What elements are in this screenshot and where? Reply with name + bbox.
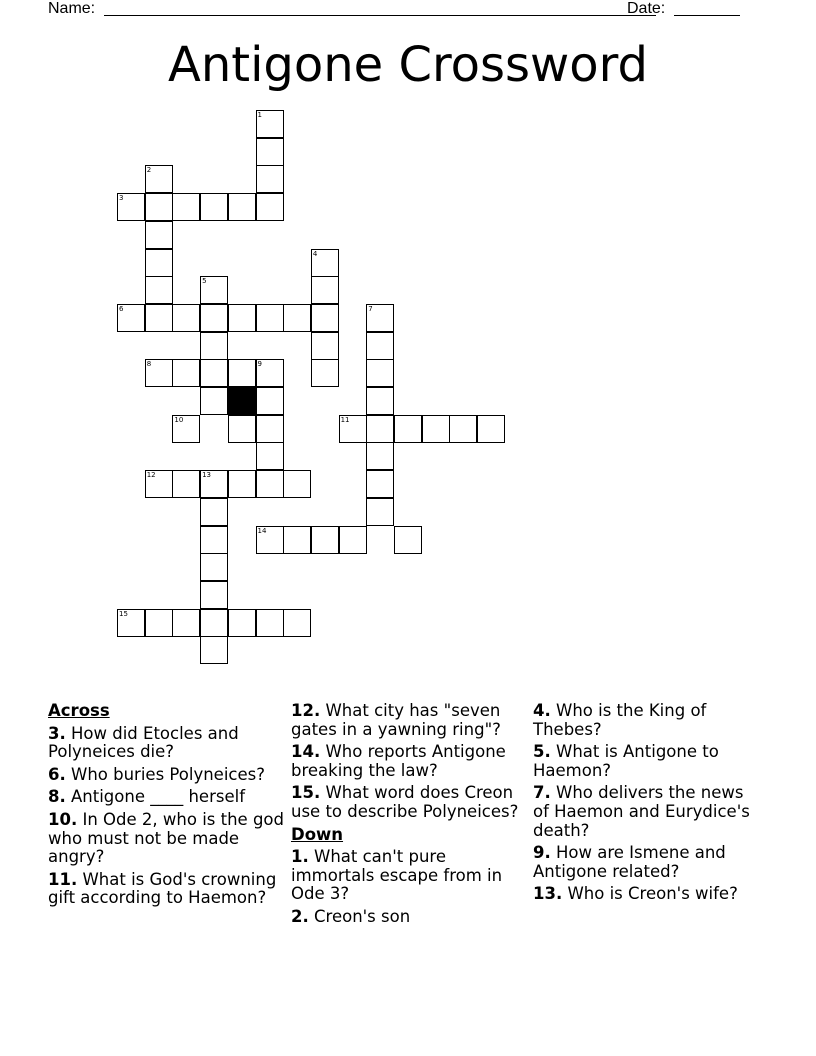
grid-cell[interactable] bbox=[339, 526, 367, 554]
grid-cell[interactable] bbox=[256, 359, 284, 387]
grid-cell[interactable] bbox=[283, 470, 311, 498]
grid-cell[interactable] bbox=[256, 415, 284, 443]
clue-across-10: 10. In Ode 2, who is the god who must not be made angry? bbox=[48, 809, 284, 867]
clue-column-1 bbox=[48, 702, 286, 912]
grid-cell[interactable] bbox=[256, 304, 284, 332]
grid-cell[interactable] bbox=[311, 526, 339, 554]
grid-cell[interactable] bbox=[200, 581, 228, 609]
grid-cell[interactable] bbox=[172, 193, 200, 221]
grid-cell[interactable] bbox=[366, 332, 394, 360]
grid-cell[interactable] bbox=[394, 415, 422, 443]
grid-cell[interactable] bbox=[200, 304, 228, 332]
grid-cell[interactable] bbox=[283, 304, 311, 332]
grid-cell[interactable] bbox=[256, 193, 284, 221]
grid-cell[interactable] bbox=[311, 249, 339, 277]
grid-cell[interactable] bbox=[200, 526, 228, 554]
clue-number: 4 bbox=[312, 249, 318, 258]
grid-cell[interactable] bbox=[311, 359, 339, 387]
clue-across-12: 12. What city has "seven gates in a yawning ring"? bbox=[291, 701, 501, 739]
clue-across-8: 8. Antigone ____ herself bbox=[48, 787, 245, 807]
grid-cell[interactable] bbox=[339, 415, 367, 443]
clue-down-9: 9. How are Ismene and Antigone related? bbox=[533, 843, 726, 881]
clue-number: 5 bbox=[202, 277, 207, 286]
grid-cell[interactable] bbox=[228, 415, 256, 443]
grid-cell[interactable] bbox=[256, 609, 284, 637]
grid-cell[interactable] bbox=[256, 138, 284, 166]
clue-number: 15 bbox=[119, 609, 128, 618]
grid-cell[interactable] bbox=[256, 165, 284, 193]
clue-across-14: 14. Who reports Antigone breaking the law? bbox=[291, 742, 506, 780]
grid-cell[interactable] bbox=[145, 359, 173, 387]
clue-down-13: 13. Who is Creon's wife? bbox=[533, 884, 738, 904]
grid-cell[interactable] bbox=[394, 526, 422, 554]
grid-cell[interactable] bbox=[311, 304, 339, 332]
grid-cell[interactable] bbox=[366, 442, 394, 470]
grid-cell[interactable] bbox=[283, 609, 311, 637]
clue-across-15: 15. What word does Creon use to describe Polyneices? bbox=[291, 783, 519, 821]
black-cell bbox=[228, 387, 256, 415]
clue-number: 12 bbox=[146, 471, 156, 480]
grid-cell[interactable] bbox=[449, 415, 477, 443]
clue-down-4: 4. Who is the King of Thebes? bbox=[533, 701, 707, 739]
grid-cell[interactable] bbox=[311, 276, 339, 304]
clue-number: 13 bbox=[202, 471, 212, 480]
grid-cell[interactable] bbox=[172, 470, 200, 498]
grid-cell[interactable] bbox=[283, 526, 311, 554]
grid-cell[interactable] bbox=[228, 304, 256, 332]
clue-down-1: 1. What can't pure immortals escape from in Ode 3? bbox=[291, 847, 503, 904]
grid-cell[interactable] bbox=[200, 553, 228, 581]
grid-cell[interactable] bbox=[172, 304, 200, 332]
clue-number: 10 bbox=[174, 415, 184, 424]
grid-cell[interactable] bbox=[228, 470, 256, 498]
grid-cell[interactable] bbox=[477, 415, 505, 443]
grid-cell[interactable] bbox=[200, 193, 228, 221]
clue-number: 3 bbox=[119, 194, 124, 203]
grid-cell[interactable] bbox=[172, 415, 200, 443]
clue-down-5: 5. What is Antigone to Haemon? bbox=[533, 742, 719, 780]
grid-cell[interactable] bbox=[145, 165, 173, 193]
clue-number: 2 bbox=[146, 166, 152, 175]
grid-cell[interactable] bbox=[366, 304, 394, 332]
grid-cell[interactable] bbox=[200, 470, 228, 498]
clue-number: 6 bbox=[119, 304, 124, 313]
grid-cell[interactable] bbox=[366, 470, 394, 498]
clue-column-2 bbox=[291, 702, 527, 931]
grid-cell[interactable] bbox=[117, 193, 145, 221]
grid-cell[interactable] bbox=[422, 415, 450, 443]
grid-cell[interactable] bbox=[200, 387, 228, 415]
grid-cell[interactable] bbox=[256, 526, 284, 554]
clue-number: 9 bbox=[257, 360, 262, 369]
grid-cell[interactable] bbox=[145, 249, 173, 277]
clue-number: 7 bbox=[368, 304, 373, 313]
name-label: Name: bbox=[48, 0, 96, 17]
clue-number: 14 bbox=[257, 526, 267, 535]
clue-down-7: 7. Who delivers the news of Haemon and Eurydice's death? bbox=[533, 783, 750, 840]
grid-cell[interactable] bbox=[311, 332, 339, 360]
clue-across-3: 3. How did Etocles and Polyneices die? bbox=[48, 723, 239, 762]
clue-across-11: 11. What is God's crowning gift according to Haemon? bbox=[48, 869, 277, 908]
grid-cell[interactable] bbox=[366, 387, 394, 415]
grid-cell[interactable] bbox=[145, 609, 173, 637]
clue-number: 8 bbox=[146, 360, 152, 369]
grid-cell[interactable] bbox=[366, 498, 394, 526]
grid-cell[interactable] bbox=[366, 415, 394, 443]
clue-number: 1 bbox=[257, 111, 262, 119]
grid-cell[interactable] bbox=[256, 110, 284, 138]
date-label: Date: bbox=[627, 0, 666, 17]
grid-cell[interactable] bbox=[145, 470, 173, 498]
grid-cell[interactable] bbox=[145, 193, 173, 221]
down-heading: Down bbox=[291, 824, 344, 844]
grid-cell[interactable] bbox=[117, 304, 145, 332]
grid-cell[interactable] bbox=[200, 359, 228, 387]
page-title: Antigone Crossword bbox=[167, 37, 649, 93]
grid-cell[interactable] bbox=[366, 359, 394, 387]
grid-cell[interactable] bbox=[117, 609, 145, 637]
across-heading: Across bbox=[48, 701, 110, 720]
grid-cell[interactable] bbox=[145, 304, 173, 332]
grid-cell[interactable] bbox=[200, 636, 228, 664]
grid-cell[interactable] bbox=[200, 332, 228, 360]
grid-cell[interactable] bbox=[145, 276, 173, 304]
grid-cell[interactable] bbox=[145, 221, 173, 249]
grid-cell[interactable] bbox=[256, 387, 284, 415]
grid-cell[interactable] bbox=[200, 276, 228, 304]
grid-cell[interactable] bbox=[200, 498, 228, 526]
grid-cell[interactable] bbox=[256, 470, 284, 498]
grid-cell[interactable] bbox=[200, 609, 228, 637]
clue-number: 11 bbox=[340, 415, 350, 424]
grid-cell[interactable] bbox=[172, 609, 200, 637]
grid-cell[interactable] bbox=[228, 193, 256, 221]
grid-cell[interactable] bbox=[256, 442, 284, 470]
grid-cell[interactable] bbox=[228, 609, 256, 637]
clue-across-6: 6. Who buries Polyneices? bbox=[48, 764, 265, 784]
clue-column-3 bbox=[533, 702, 763, 908]
grid-cell[interactable] bbox=[172, 359, 200, 387]
grid-cell[interactable] bbox=[228, 359, 256, 387]
clue-down-2: 2. Creon's son bbox=[291, 906, 411, 926]
